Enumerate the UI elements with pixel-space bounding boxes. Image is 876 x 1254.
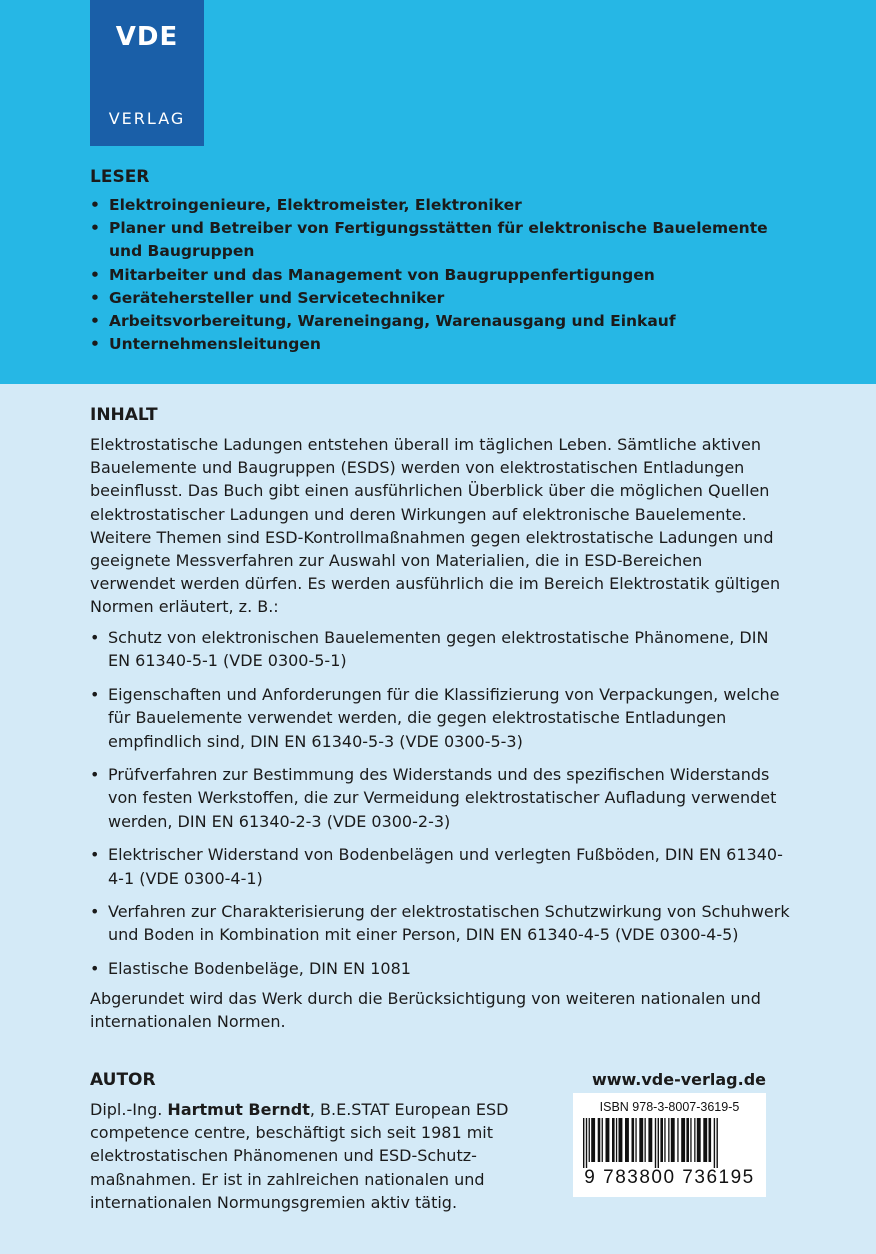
inhalt-item: • Elastische Bodenbeläge, DIN EN 1081 [90, 957, 790, 980]
barcode-bar [648, 1118, 652, 1162]
barcode-bar [583, 1118, 584, 1168]
inhalt-list [90, 626, 790, 990]
barcode-bar [586, 1118, 587, 1168]
barcode-bar [671, 1118, 675, 1162]
isbn-barcode-box [573, 1093, 766, 1197]
barcode-bar [635, 1118, 636, 1162]
autor-description: , B.E.STAT European ESD competence centre, beschäftigt sich seit 1981 mit elektrostatischen Phänomenen und ESD-Schutzmaßnahmen. Er ist in zahlreichen nationalen und internationalen Normungsgremien aktiv tätig. [90, 1100, 509, 1212]
barcode-number: 9 783800 736195 [584, 1167, 755, 1188]
inhalt-outro: Abgerundet wird das Werk durch die Berücksichtigung von weiteren nationalen und internationalen Normen. [90, 989, 761, 1032]
vde-logo [90, 0, 204, 146]
barcode-bar [690, 1118, 691, 1162]
barcode-bar [602, 1118, 603, 1162]
autor-name: Hartmut Berndt [167, 1100, 310, 1119]
inhalt-item: • Prüfverfahren zur Bestimmung des Widerstands und des spezifischen Widerstands von festen Werkstoffen, die zur Vermeidung elektrostatischer Aufladung verwendet werden, DIN EN 61340-2-3 (VDE 0300-2-3) [90, 763, 790, 833]
leser-item: • Planer und Betreiber von Fertigungsstätten für elektronische Bauelemente und Baugruppen [90, 217, 790, 263]
barcode-bar [658, 1118, 659, 1168]
barcode-bar [660, 1118, 663, 1162]
barcode-image [581, 1118, 758, 1168]
isbn-label: ISBN 978-3-8007-3619-5 [599, 1100, 740, 1114]
logo-brand: VDE [115, 22, 179, 52]
barcode-bar [681, 1118, 685, 1162]
inhalt-item: • Verfahren zur Charakterisierung der elektrostatischen Schutzwirkung von Schuhwerk und Boden in Kombination mit einer Person, DIN EN 61340-4-5 (VDE 0300-4-5) [90, 900, 790, 947]
website-link[interactable]: www.vde-verlag.de [591, 1070, 766, 1089]
barcode-bar [694, 1118, 695, 1162]
barcode-bar [664, 1118, 665, 1162]
barcode-bar [697, 1118, 701, 1162]
barcode-bar [645, 1118, 646, 1162]
barcode-bar [668, 1118, 669, 1162]
inhalt-item: • Schutz von elektronischen Bauelementen gegen elektrostatische Phänomene, DIN EN 61340-5-1 (VDE 0300-5-1) [90, 626, 790, 673]
leser-item: • Elektroingenieure, Elektromeister, Elektroniker [90, 194, 790, 217]
leser-item: • Mitarbeiter und das Management von Baugruppenfertigungen [90, 264, 790, 287]
barcode-bar [714, 1118, 715, 1168]
barcode-bar [639, 1118, 643, 1162]
barcode-bar [616, 1118, 617, 1162]
leser-item: • Gerätehersteller und Servicetechniker [90, 287, 790, 310]
barcode-bar [686, 1118, 689, 1162]
inhalt-item: • Eigenschaften und Anforderungen für die Klassifizierung von Verpackungen, welche für Bauelemente verwendet werden, die gegen elektrostatische Entladungen empfindlich sind, DIN EN 61340-5-3 (VDE 0300-5-3) [90, 683, 790, 753]
leser-heading: LESER [90, 167, 150, 187]
inhalt-intro: Elektrostatische Ladungen entstehen überall im täglichen Leben. Sämtliche aktiven Bauelemente und Baugruppen (ESDS) werden von elektrostatischen Entladungen beeinflusst. Das Buch gibt einen ausführlichen Überblick über die möglichen Quellen elektrostatischer Ladungen und deren Wirkungen auf elektronische Bauelemente. Weitere Themen sind ESD-Kontrollmaßnahmen gegen elektrostatische Ladungen und geeignete Messverfahren zur Auswahl von Materialien, die in ESD-Bereichen verwendet werden dürfen. Es werden ausführlich die im Bereich Elektrostatik gültigen Normen erläutert, z. B.: [90, 435, 781, 617]
barcode-bar [655, 1118, 656, 1168]
barcode-bar [598, 1118, 601, 1162]
barcode-bar [703, 1118, 707, 1162]
leser-item: • Arbeitsvorbereitung, Wareneingang, Warenausgang und Einkauf [90, 310, 790, 333]
barcode-bar [612, 1118, 615, 1162]
barcode-bar [625, 1118, 629, 1162]
inhalt-item: • Elektrischer Widerstand von Bodenbelägen und verlegten Fußböden, DIN EN 61340-4-1 (VDE 0300-4-1) [90, 843, 790, 890]
autor-heading: AUTOR [90, 1070, 156, 1090]
barcode-bar [709, 1118, 712, 1162]
leser-list [90, 194, 790, 356]
barcode-bar [591, 1118, 595, 1162]
barcode-bar [632, 1118, 635, 1162]
logo-publisher: VERLAG [108, 109, 186, 128]
barcode-bar [606, 1118, 610, 1162]
leser-item: • Unternehmensleitungen [90, 333, 790, 356]
inhalt-heading: INHALT [90, 405, 158, 425]
autor-prefix: Dipl.-Ing. [90, 1100, 168, 1119]
autor-text [90, 1098, 530, 1214]
barcode-bar [589, 1118, 590, 1162]
barcode-bar [717, 1118, 718, 1168]
barcode-bar [677, 1118, 678, 1162]
barcode-bar [619, 1118, 623, 1162]
